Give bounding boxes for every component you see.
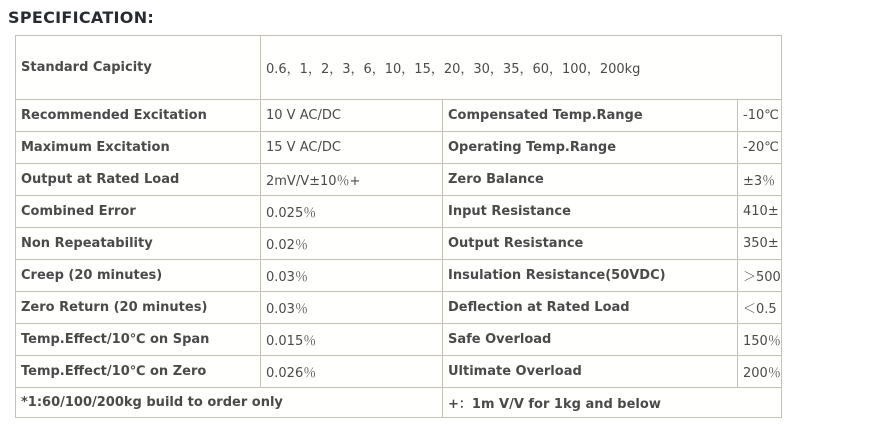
spec-value-cell: 0.03％ [261, 260, 443, 292]
spec-value-cell: ±3％ [738, 164, 782, 196]
page-title: SPECIFICATION: [8, 8, 155, 27]
spec-label-cell: Standard Capicity [16, 36, 261, 100]
spec-label-cell: Non Repeatability [16, 228, 261, 260]
table-row [16, 132, 782, 164]
spec-label-cell: Zero Balance [443, 164, 738, 196]
spec-value-cell: 150％ [738, 324, 782, 356]
spec-value-cell: 15 V AC/DC [261, 132, 443, 164]
spec-value-cell: 0.025％ [261, 196, 443, 228]
table-row [16, 164, 782, 196]
spec-label-cell: Creep (20 minutes) [16, 260, 261, 292]
specification-table [15, 35, 782, 418]
spec-value-cell: 0.6，1，2，3，6，10，15，20，30，35，60，100，200kg [261, 36, 782, 100]
table-row-capacity [16, 36, 782, 100]
spec-label-cell: Output Resistance [443, 228, 738, 260]
table-row [16, 356, 782, 388]
page [0, 8, 874, 437]
spec-label-cell: Input Resistance [443, 196, 738, 228]
spec-label-cell: Temp.Effect/10℃ on Span [16, 324, 261, 356]
spec-label-cell: Zero Return (20 minutes) [16, 292, 261, 324]
table-row [16, 100, 782, 132]
table-row [16, 260, 782, 292]
table-row [16, 228, 782, 260]
spec-value-cell: 0.015％ [261, 324, 443, 356]
spec-value-cell: 200％ [738, 356, 782, 388]
spec-value-cell: ＜0.5 [738, 292, 782, 324]
spec-value-cell: 10 V AC/DC [261, 100, 443, 132]
footnote-right-cell: +：1m V/V for 1kg and below [443, 388, 782, 418]
spec-value-cell: -10℃ [738, 100, 782, 132]
spec-label-cell: Compensated Temp.Range [443, 100, 738, 132]
spec-value-cell: 410± [738, 196, 782, 228]
spec-label-cell: Deflection at Rated Load [443, 292, 738, 324]
table-row [16, 292, 782, 324]
spec-label-cell: Ultimate Overload [443, 356, 738, 388]
spec-value-cell: -20℃ [738, 132, 782, 164]
table-row [16, 324, 782, 356]
spec-label-cell: Output at Rated Load [16, 164, 261, 196]
spec-label-cell: Combined Error [16, 196, 261, 228]
spec-value-cell: 350± [738, 228, 782, 260]
spec-label-cell: Recommended Excitation [16, 100, 261, 132]
footnote-left-cell: *1:60/100/200kg build to order only [16, 388, 443, 418]
table-row-footnotes [16, 388, 782, 418]
spec-label-cell: Maximum Excitation [16, 132, 261, 164]
spec-label-cell: Safe Overload [443, 324, 738, 356]
spec-value-cell: 2mV/V±10％+ [261, 164, 443, 196]
spec-label-cell: Operating Temp.Range [443, 132, 738, 164]
spec-label-cell: Temp.Effect/10℃ on Zero [16, 356, 261, 388]
spec-value-cell: ＞500 [738, 260, 782, 292]
spec-value-cell: 0.026％ [261, 356, 443, 388]
spec-value-cell: 0.03％ [261, 292, 443, 324]
table-row [16, 196, 782, 228]
spec-value-cell: 0.02％ [261, 228, 443, 260]
spec-label-cell: Insulation Resistance(50VDC) [443, 260, 738, 292]
